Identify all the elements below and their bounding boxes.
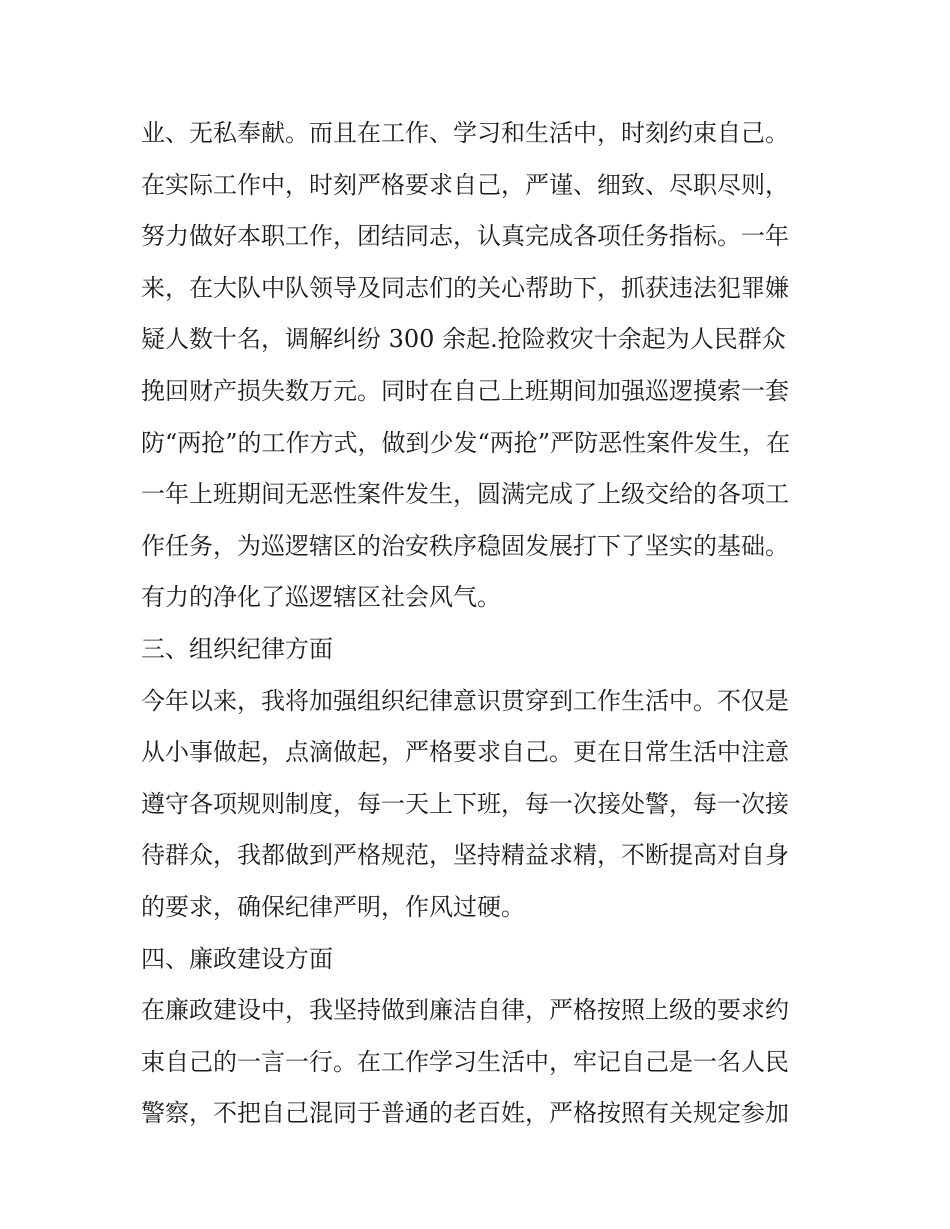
text-line: 待群众，我都做到严格规范，坚持精益求精，不断提高对自身 (141, 841, 789, 870)
text-line: 在实际工作中，时刻严格要求自己，严谨、细致、尽职尽则， (141, 170, 789, 199)
text-line: 今年以来，我将加强组织纪律意识贯穿到工作生活中。不仅是 (141, 686, 789, 715)
text-line: 作任务，为巡逻辖区的治安秩序稳固发展打下了坚实的基础。 (141, 531, 789, 560)
text-line: 防“两抢”的工作方式，做到少发“两抢”严防恶性案件发生，在 (141, 428, 791, 457)
section-heading: 四、廉政建设方面 (141, 944, 333, 973)
text-line: 从小事做起，点滴做起，严格要求自己。更在日常生活中注意 (141, 738, 789, 767)
text-line: 遵守各项规则制度，每一天上下班，每一次接处警，每一次接 (141, 789, 789, 818)
text-line: 业、无私奉献。而且在工作、学习和生活中，时刻约束自己。 (141, 119, 789, 147)
text-line: 来，在大队中队领导及同志们的关心帮助下，抓获违法犯罪嫌 (141, 273, 789, 302)
text-line: 警察，不把自己混同于普通的老百姓，严格按照有关规定参加 (141, 1099, 789, 1128)
text-line: 一年上班期间无恶性案件发生，圆满完成了上级交给的各项工 (141, 480, 789, 509)
text-line: 挽回财产损失数万元。同时在自己上班期间加强巡逻摸索一套 (141, 376, 789, 405)
body-text (141, 108, 821, 1140)
text-line: 有力的净化了巡逻辖区社会风气。 (141, 583, 501, 612)
text-line: 疑人数十名，调解纠纷 300 余起.抢险救灾十余起为人民群众 (141, 325, 786, 354)
text-line: 束自己的一言一行。在工作学习生活中，牢记自己是一名人民 (141, 1047, 789, 1076)
text-line: 努力做好本职工作，团结同志，认真完成各项任务指标。一年 (141, 222, 789, 251)
text-line: 的要求，确保纪律严明，作风过硬。 (141, 892, 525, 921)
text-line: 在廉政建设中，我坚持做到廉洁自律，严格按照上级的要求约 (141, 996, 789, 1025)
section-heading: 三、组织纪律方面 (141, 634, 333, 663)
